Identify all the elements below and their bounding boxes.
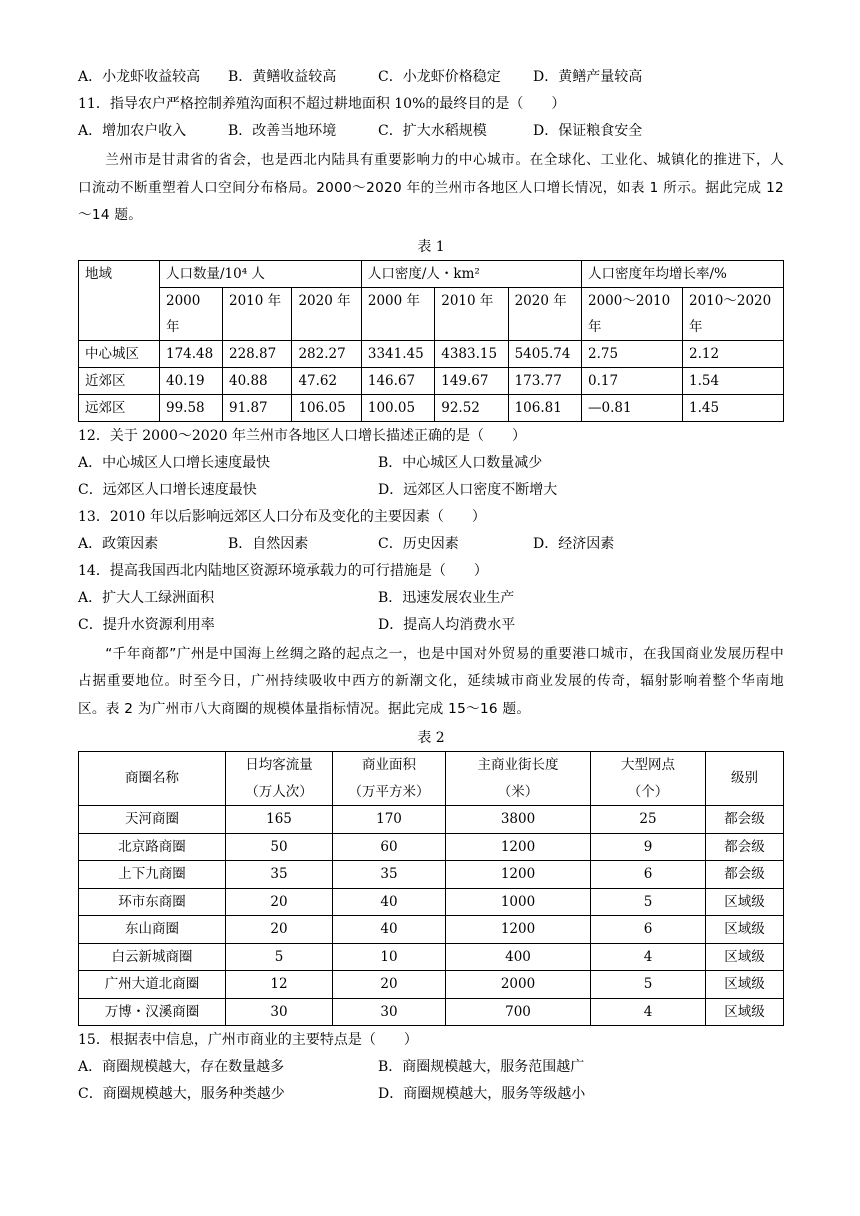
table-cell: 白云新城商圈 [79,943,226,971]
q11-option-b: B．改善当地环境 [228,123,337,139]
table-cell: 4 [591,943,706,971]
table1-subheader: 2010 年 [223,287,292,340]
table-cell: 35 [226,861,333,889]
table-cell: 上下九商圈 [79,861,226,889]
q12-option-d: D．远郊区人口密度不断增大 [378,481,558,498]
q11-options [78,118,784,145]
table-cell: 60 [333,833,446,861]
table-cell: 都会级 [706,861,784,889]
q12-option-b: B．中心城区人口数量减少 [378,454,543,471]
q15-options-row2 [78,1081,784,1108]
table1-header-growth: 人口密度年均增长率/% [582,260,784,287]
table-cell: 100.05 [361,394,434,421]
table1-subheader: 2020 年 [508,287,581,340]
table-row [79,971,784,999]
table2-header-name: 商圈名称 [79,752,226,806]
table-cell: 149.67 [435,367,508,394]
table-cell: 1000 [446,888,591,916]
table-cell: 2.75 [582,340,683,367]
table-cell: 20 [226,888,333,916]
table-cell: 40 [333,916,446,944]
table-cell: 广州大道北商圈 [79,971,226,999]
table-cell: 12 [226,971,333,999]
passage-guangzhou: “千年商都”广州是中国海上丝绸之路的起点之一，也是中国对外贸易的重要港口城市，在我国商业发展历程中占据重要地位。时至今日，广州持续吸收中西方的新潮文化，延续城市商业发展的传奇，辐射影响着整个华南地区。表 2 为广州市八大商圈的规模体量指标情况。据此完成 15～16 题。 [78,645,784,717]
q15-option-a: A．商圈规模越大，存在数量越多 [78,1059,285,1075]
q10-option-b: B．黄鳝收益较高 [228,69,337,85]
table-cell: 25 [591,806,706,834]
table-cell: 1200 [446,861,591,889]
q15-option-d: D．商圈规模越大，服务等级越小 [378,1086,586,1102]
q14-options-row1 [78,585,784,612]
q13-options [78,531,784,558]
table-cell: 5405.74 [508,340,581,367]
q10-option-c: C．小龙虾价格稳定 [378,69,501,85]
q14-option-d: D．提高人均消费水平 [378,616,516,633]
table-cell: 4 [591,998,706,1026]
q13-option-b: B．自然因素 [228,535,309,552]
table-cell: 400 [446,943,591,971]
table-cell: 6 [591,916,706,944]
passage-lanzhou: 兰州市是甘肃省的省会，也是西北内陆具有重要影响力的中心城市。在全球化、工业化、城镇化的推进下，人口流动不断重塑着人口空间分布格局。2000～2020 年的兰州市各地区人口增长情况，如表 1 所示。据此完成 12～14 题。 [78,152,784,223]
table1-header-population: 人口数量/10⁴ 人 [160,260,362,287]
q12-option-c: C．远郊区人口增长速度最快 [78,481,257,498]
table-cell: 区域级 [706,916,784,944]
table1-subheader-row [79,287,784,340]
table-cell: 1.54 [683,367,784,394]
table-cell: 50 [226,833,333,861]
q15-stem: 15．根据表中信息，广州市商业的主要特点是（ ） [78,1032,418,1048]
table-cell: 700 [446,998,591,1026]
table-cell: 40.19 [160,367,223,394]
table1-subheader: 2000 年 [361,287,434,340]
table-cell: 都会级 [706,833,784,861]
q11-option-c: C．扩大水稻规模 [378,123,487,139]
table-cell: 106.81 [508,394,581,421]
table-cell: 165 [226,806,333,834]
q13-option-d: D．经济因素 [533,535,615,552]
table-cell: 北京路商圈 [79,833,226,861]
table-cell: 区域级 [706,888,784,916]
q14-options-row2 [78,612,784,639]
table-cell: 东山商圈 [79,916,226,944]
table-cell: 30 [226,998,333,1026]
table-row [79,806,784,834]
q12-options-row2 [78,477,784,504]
table-cell: 40.88 [223,367,292,394]
q11-stem: 11．指导农户严格控制养殖沟面积不超过耕地面积 10%的最终目的是（ ） [78,96,566,112]
table-cell: 20 [226,916,333,944]
table1-header-region: 地域 [79,260,160,340]
table-cell: 3800 [446,806,591,834]
q13-option-c: C．历史因素 [378,535,459,552]
q14-stem: 14．提高我国西北内陆地区资源环境承载力的可行措施是（ ） [78,562,488,579]
table-cell: 3341.45 [361,340,434,367]
table-cell: 近郊区 [79,367,160,394]
table-cell: 区域级 [706,998,784,1026]
table-cell: 47.62 [292,367,361,394]
table-cell: 5 [591,888,706,916]
table-cell: 173.77 [508,367,581,394]
table-cell: —0.81 [582,394,683,421]
table1-subheader: 2010 年 [435,287,508,340]
table-cell: 天河商圈 [79,806,226,834]
table-cell: 282.27 [292,340,361,367]
table-cell: 5 [226,943,333,971]
q13-stem: 13．2010 年以后影响远郊区人口分布及变化的主要因素（ ） [78,508,486,525]
table-cell: 1200 [446,916,591,944]
q10-option-a: A．小龙虾收益较高 [78,69,201,85]
table-row [79,367,784,394]
table-cell: 环市东商圈 [79,888,226,916]
q11-option-d: D．保证粮食安全 [533,123,643,139]
q10-option-d: D．黄鳝产量较高 [533,69,643,85]
table2-header-level: 级别 [706,752,784,806]
table-cell: 10 [333,943,446,971]
table2-header-outlets: 大型网点 （个） [591,752,706,806]
table-cell: 228.87 [223,340,292,367]
table-cell: 5 [591,971,706,999]
q12-option-a: A．中心城区人口增长速度最快 [78,454,271,471]
table-cell: 都会级 [706,806,784,834]
table2-header-street-length: 主商业街长度 （米） [446,752,591,806]
table2 [78,751,784,1026]
table-row [79,998,784,1026]
table2-header-traffic: 日均客流量 （万人次） [226,752,333,806]
q15-option-c: C．商圈规模越大，服务种类越少 [78,1086,285,1102]
table-cell: 35 [333,861,446,889]
table-row [79,394,784,421]
q14-option-a: A．扩大人工绿洲面积 [78,589,215,606]
table1-header-row [79,260,784,287]
table-cell: 2000 [446,971,591,999]
table-cell: 中心城区 [79,340,160,367]
table-cell: 91.87 [223,394,292,421]
table-cell: 4383.15 [435,340,508,367]
table-cell: 170 [333,806,446,834]
q15-options-row1 [78,1054,784,1081]
table-cell: 99.58 [160,394,223,421]
table-row [79,916,784,944]
q12-stem: 12．关于 2000～2020 年兰州市各地区人口增长描述正确的是（ ） [78,427,526,444]
table2-header-area: 商业面积 （万平方米） [333,752,446,806]
table-cell: 万博・汉溪商圈 [79,998,226,1026]
table-cell: 92.52 [435,394,508,421]
q13-option-a: A．政策因素 [78,535,159,552]
table-cell: 20 [333,971,446,999]
table1-header-density: 人口密度/人・km² [361,260,581,287]
table-cell: 174.48 [160,340,223,367]
table1 [78,260,784,422]
q14-option-c: C．提升水资源利用率 [78,616,215,633]
q12-options-row1 [78,450,784,477]
table-cell: 9 [591,833,706,861]
table1-subheader: 2010～2020 年 [683,287,784,340]
table1-subheader: 2000 年 [160,287,223,340]
table-cell: 30 [333,998,446,1026]
table1-caption: 表 1 [417,238,445,255]
table-cell: 区域级 [706,971,784,999]
table-cell: 1.45 [683,394,784,421]
exam-page [78,64,784,1108]
table-row [79,943,784,971]
table-cell: 区域级 [706,943,784,971]
table1-subheader: 2000～2010 年 [582,287,683,340]
q15-option-b: B．商圈规模越大，服务范围越广 [378,1059,585,1075]
table-cell: 2.12 [683,340,784,367]
table2-header-row [79,752,784,806]
table-cell: 6 [591,861,706,889]
table1-subheader: 2020 年 [292,287,361,340]
table-row [79,861,784,889]
table-row [79,340,784,367]
q10-options [78,64,784,91]
q11-option-a: A．增加农户收入 [78,123,187,139]
table-cell: 远郊区 [79,394,160,421]
table-cell: 146.67 [361,367,434,394]
table2-caption: 表 2 [417,730,445,746]
table-cell: 1200 [446,833,591,861]
table-row [79,888,784,916]
table-cell: 40 [333,888,446,916]
table-row [79,833,784,861]
table-cell: 0.17 [582,367,683,394]
q14-option-b: B．迅速发展农业生产 [378,589,515,606]
table-cell: 106.05 [292,394,361,421]
